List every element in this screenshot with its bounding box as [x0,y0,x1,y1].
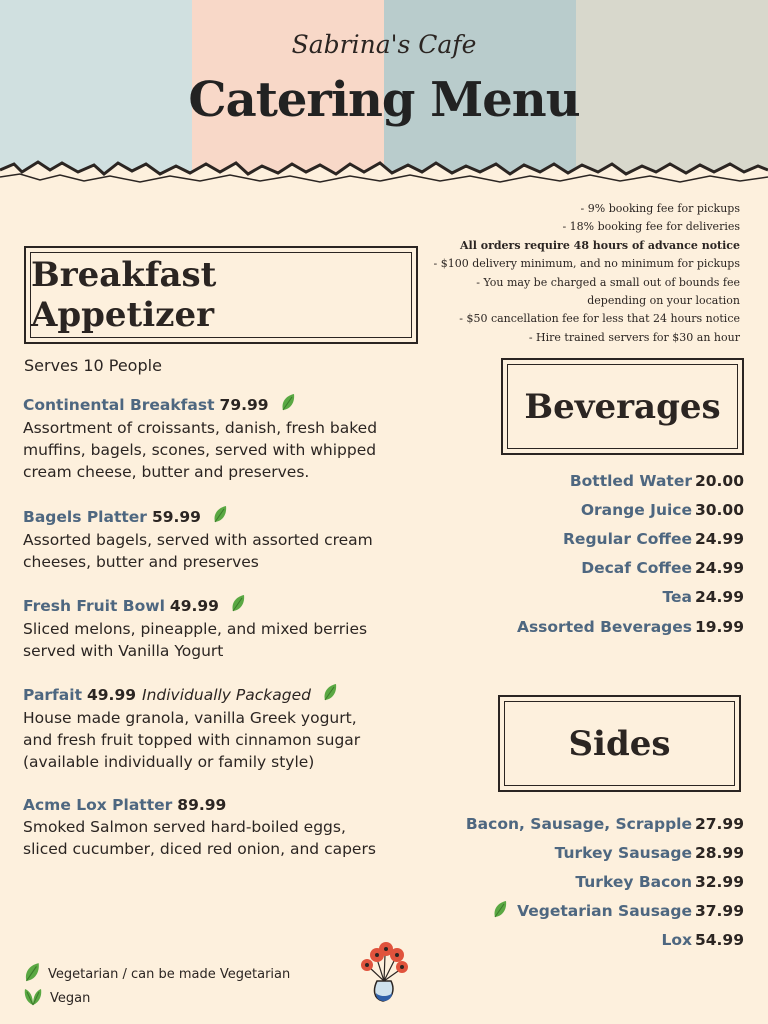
list-item [466,838,744,867]
item-description: Smoked Salmon served hard-boiled eggs, sliced cucumber, diced red onion, and capers [23,818,376,858]
flower-vase-icon [355,937,413,1005]
item-description: Assortment of croissants, danish, fresh baked muffins, bagels, scones, served with whipped cream cheese, butter and preserves. [23,419,378,481]
item-price: 89.99 [177,796,227,814]
item-price: 79.99 [219,396,269,414]
item-price: 49.99 [169,597,219,615]
item-price: 24.99 [694,588,744,607]
item-description: Sliced melons, pineapple, and mixed berries served with Vanilla Yogurt [23,620,368,660]
vegan-leaves-icon [24,986,42,1010]
item-name: Continental Breakfast [23,396,215,414]
list-item [517,612,744,641]
note-line: All orders require 48 hours of advance notice [460,238,740,252]
note-line: - Hire trained servers for $30 an hour [528,330,740,344]
menu-item [23,794,383,860]
item-price: 32.99 [694,872,744,891]
serves-label: Serves 10 People [24,356,162,375]
item-price: 20.00 [694,471,744,490]
list-item [517,583,744,612]
list-item [517,495,744,524]
item-name: Vegetarian Sausage [517,902,692,921]
item-name: Lox [661,931,692,950]
item-description: Assorted bagels, served with assorted cream cheeses, butter and preserves [23,531,373,571]
note-line: - 9% booking fee for pickups [580,202,740,215]
item-description: House made granola, vanilla Greek yogurt, and fresh fruit topped with cinnamon sugar (available individually or family style) [23,709,361,771]
item-price: 24.99 [694,559,744,578]
item-name: Turkey Sausage [554,843,692,862]
leaf-icon [213,505,227,529]
list-item [517,524,744,553]
list-item [517,466,744,495]
item-price: 30.00 [694,500,744,519]
list-item [466,897,744,926]
item-name: Parfait [23,686,82,704]
item-name: Turkey Bacon [575,872,692,891]
list-item [517,554,744,583]
item-name: Bagels Platter [23,508,147,526]
note-line: depending on your location [587,294,740,308]
legend-vegan [24,986,90,1010]
brand-name: Sabrina's Cafe [291,30,477,59]
item-price: 19.99 [694,617,744,636]
item-name: Decaf Coffee [581,559,692,578]
item-name: Acme Lox Platter [23,796,173,814]
menu-item [23,393,383,483]
item-price: 27.99 [694,814,744,833]
menu-item [23,505,383,573]
beverages-heading-box [501,358,744,455]
list-item [466,867,744,896]
breakfast-heading-box [24,246,418,344]
leaf-icon [24,962,40,986]
note-line: - You may be charged a small out of bounds fee [476,275,740,289]
item-price: 49.99 [86,686,137,704]
item-name: Tea [662,588,692,607]
item-name: Bacon, Sausage, Scrapple [465,814,692,833]
legend-label: Vegetarian / can be made Vegetarian [48,966,291,982]
leaf-icon [323,683,337,707]
list-item [466,809,744,838]
sides-heading: Sides [504,701,735,786]
item-name: Fresh Fruit Bowl [23,597,165,615]
note-line: - $50 cancellation fee for less that 24 hours notice [459,312,740,326]
note-line: - $100 delivery minimum, and no minimum for pickups [433,257,740,271]
leaf-icon [231,594,245,618]
sides-heading-box [498,695,741,792]
item-price: 59.99 [151,508,201,526]
item-price: 28.99 [694,843,744,862]
item-price: 54.99 [694,931,744,950]
breakfast-heading: Breakfast Appetizer [30,252,412,338]
beverages-list [517,466,744,641]
item-name: Regular Coffee [563,529,692,548]
legend-vegetarian [24,962,290,986]
note-line: - 18% booking fee for deliveries [562,220,740,234]
item-note: Individually Packaged [142,686,311,704]
item-name: Assorted Beverages [516,617,692,636]
item-price: 37.99 [694,902,744,921]
sides-list [466,809,744,955]
page-title: Catering Menu [188,72,580,128]
torn-paper-edge [0,150,768,195]
leaf-icon [281,393,295,417]
leaf-icon [493,900,507,922]
beverages-heading: Beverages [507,364,738,449]
item-name: Bottled Water [569,471,692,490]
item-price: 24.99 [694,529,744,548]
list-item [466,926,744,955]
menu-item [23,594,383,662]
item-name: Orange Juice [580,500,692,519]
booking-notes [410,200,740,347]
legend-label: Vegan [50,990,91,1006]
menu-item [23,683,383,773]
